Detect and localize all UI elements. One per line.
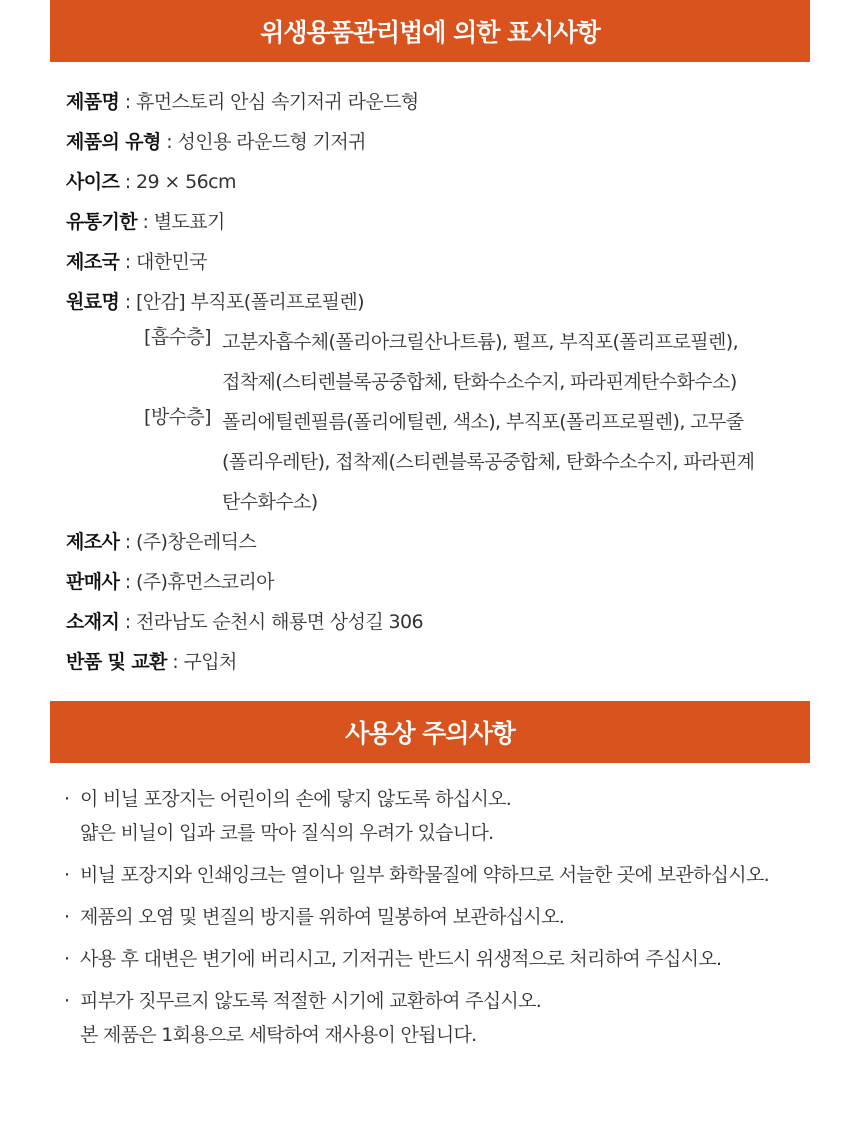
caution-text: 이 비닐 포장지는 어린이의 손에 닿지 않도록 하십시오. (80, 788, 512, 810)
caution-title: 사용상 주의사항 (345, 719, 515, 748)
caution-list (64, 782, 824, 1052)
spec-row-product-name (66, 82, 826, 122)
labeling-title-banner (50, 0, 810, 62)
spec-row-size (66, 162, 826, 202)
spec-row-distributor (66, 562, 826, 602)
spec-separator: : (119, 91, 136, 113)
spec-value: (주)창은레딕스 (135, 531, 257, 553)
material-tag: [흡수층] (144, 326, 211, 348)
caution-item (64, 900, 824, 934)
spec-row-product-type (66, 122, 826, 162)
caution-text: 피부가 짓무르지 않도록 적절한 시기에 교환하여 주십시오. (80, 990, 542, 1012)
material-line: 접착제(스티렌블록공중합체, 탄화수소수지, 파라핀계탄수화수소) (222, 371, 737, 393)
spec-value: [안감] 부직포(폴리프로필렌) (135, 291, 364, 313)
material-tag: [방수층] (144, 406, 211, 428)
spec-separator: : (160, 131, 178, 153)
spec-key: 유통기한 (66, 211, 138, 233)
material-line: 폴리에틸렌필름(폴리에틸렌, 색소), 부직포(폴리프로필렌), 고무줄 (222, 411, 744, 433)
spec-row-manufacturer (66, 522, 826, 562)
bullet-icon: · (64, 990, 70, 1012)
spec-key: 소재지 (66, 611, 120, 633)
spec-key: 제품의 유형 (66, 131, 161, 153)
spec-key: 제조사 (66, 531, 120, 553)
bullet-icon: · (64, 906, 70, 928)
spec-value: 29 × 56cm (135, 171, 236, 193)
material-line: (폴리우레탄), 접착제(스티렌블록공중합체, 탄화수소수지, 파라핀계 (222, 451, 755, 473)
spec-key: 사이즈 (66, 171, 120, 193)
spec-value: 대한민국 (135, 251, 207, 273)
spec-row-expiry (66, 202, 826, 242)
caution-text: 얇은 비닐이 입과 코를 막아 질식의 우려가 있습니다. (80, 822, 494, 844)
material-line: 탄수화수소) (222, 491, 318, 513)
caution-text: 제품의 오염 및 변질의 방지를 위하여 밀봉하여 보관하십시오. (80, 906, 565, 928)
spec-key: 원료명 (66, 291, 120, 313)
spec-key: 제조국 (66, 251, 120, 273)
bullet-icon: · (64, 948, 70, 970)
materials-waterproof-layer (66, 402, 826, 522)
bullet-icon: · (64, 788, 70, 810)
spec-row-address (66, 602, 826, 642)
caution-item (64, 984, 824, 1052)
spec-value: 별도표기 (153, 211, 225, 233)
caution-text: 사용 후 대변은 변기에 버리시고, 기저귀는 반드시 위생적으로 처리하여 주십시오. (80, 948, 722, 970)
spec-separator: : (166, 651, 184, 673)
material-line: 고분자흡수체(폴리아크릴산나트륨), 펄프, 부직포(폴리프로필렌), (222, 331, 739, 353)
spec-value: 구입처 (183, 651, 237, 673)
spec-row-country (66, 242, 826, 282)
spec-separator: : (119, 531, 136, 553)
caution-text: 본 제품은 1회용으로 세탁하여 재사용이 안됩니다. (80, 1024, 477, 1046)
spec-key: 판매사 (66, 571, 120, 593)
spec-row-returns (66, 642, 826, 682)
caution-title-banner (50, 701, 810, 763)
spec-value: 휴먼스토리 안심 속기저귀 라운드형 (135, 91, 419, 113)
spec-separator: : (137, 211, 154, 233)
labeling-spec-list (66, 82, 826, 682)
spec-separator: : (119, 571, 136, 593)
caution-text: 비닐 포장지와 인쇄잉크는 열이나 일부 화학물질에 약하므로 서늘한 곳에 보관하십시오. (80, 864, 769, 886)
bullet-icon: · (64, 864, 70, 886)
spec-separator: : (119, 291, 136, 313)
spec-row-materials (66, 282, 826, 322)
caution-item (64, 942, 824, 976)
caution-item (64, 858, 824, 892)
spec-value: (주)휴먼스코리아 (135, 571, 274, 593)
spec-separator: : (119, 611, 136, 633)
spec-key: 제품명 (66, 91, 120, 113)
spec-value: 성인용 라운드형 기저귀 (177, 131, 366, 153)
spec-value: 전라남도 순천시 해룡면 상성길 306 (135, 611, 423, 633)
spec-separator: : (119, 171, 136, 193)
caution-item (64, 782, 824, 850)
spec-key: 반품 및 교환 (66, 651, 167, 673)
materials-absorbent-layer (66, 322, 826, 402)
spec-separator: : (119, 251, 136, 273)
labeling-title: 위생용품관리법에 의한 표시사항 (260, 18, 600, 47)
